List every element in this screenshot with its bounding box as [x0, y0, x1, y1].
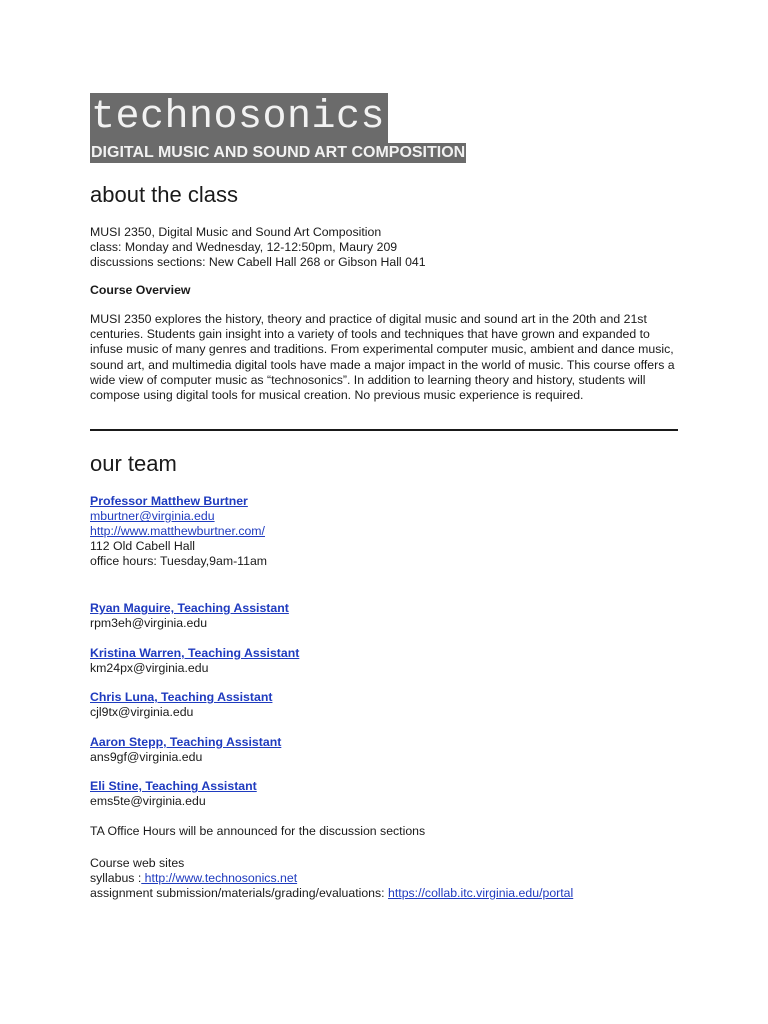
- class-info: [90, 225, 680, 270]
- ta-item: [90, 601, 680, 631]
- syllabus-label: syllabus :: [90, 870, 142, 885]
- team-heading: our team: [90, 451, 177, 477]
- course-sites: [90, 856, 680, 901]
- overview-body: MUSI 2350 explores the history, theory and practice of digital music and sound art in the 20th and 21st centuries. Students gain insight into a variety of tools and techniques that have grown and expanded to infuse music of many genres and traditions. From experimental computer music, ambient and dance music, sound art, and multimedia digital tools have made a major impact in the world of music. This course offers a wide view of computer music as “technosonics”. In addition to learning theory and history, students will compose using digital tools for musical creation. No previous music experience is required.: [90, 312, 675, 403]
- section-divider: [90, 429, 678, 431]
- professor-block: [90, 494, 680, 569]
- class-info-line: class: Monday and Wednesday, 12-12:50pm, Maury 209: [90, 240, 398, 254]
- overview-heading: Course Overview: [90, 283, 191, 297]
- title-block: [90, 93, 680, 163]
- ta-item: [90, 646, 680, 676]
- document-page: [90, 93, 680, 901]
- sites-heading: Course web sites: [90, 855, 185, 870]
- page-subtitle: DIGITAL MUSIC AND SOUND ART COMPOSITION: [91, 144, 466, 161]
- professor-website-link[interactable]: http://www.matthewburtner.com/: [90, 524, 265, 539]
- about-heading: about the class: [90, 182, 238, 207]
- assignment-label: assignment submission/materials/grading/evaluations:: [90, 885, 389, 900]
- ta-name-link[interactable]: Aaron Stepp, Teaching Assistant: [90, 734, 282, 749]
- ta-item: [90, 779, 680, 809]
- professor-office: 112 Old Cabell Hall: [90, 539, 196, 554]
- ta-email: ans9gf@virginia.edu: [90, 749, 203, 764]
- ta-name-link[interactable]: Kristina Warren, Teaching Assistant: [90, 645, 300, 660]
- class-info-line: MUSI 2350, Digital Music and Sound Art Composition: [90, 225, 382, 239]
- ta-name-link[interactable]: Chris Luna, Teaching Assistant: [90, 690, 273, 705]
- ta-office-hours-note: TA Office Hours will be announced for the discussion sections: [90, 823, 426, 838]
- page-title: technosonics: [90, 93, 388, 143]
- ta-item: [90, 690, 680, 720]
- syllabus-link[interactable]: http://www.technosonics.net: [141, 870, 298, 885]
- ta-item: [90, 735, 680, 765]
- professor-name-link[interactable]: Professor Matthew Burtner: [90, 494, 248, 509]
- ta-email: rpm3eh@virginia.edu: [90, 616, 208, 631]
- ta-email: km24px@virginia.edu: [90, 660, 209, 675]
- professor-hours: office hours: Tuesday,9am-11am: [90, 554, 268, 569]
- assignment-link[interactable]: https://collab.itc.virginia.edu/portal: [388, 885, 574, 900]
- ta-list: [90, 601, 680, 809]
- ta-name-link[interactable]: Ryan Maguire, Teaching Assistant: [90, 601, 289, 616]
- ta-name-link[interactable]: Eli Stine, Teaching Assistant: [90, 779, 257, 794]
- ta-email: cjl9tx@virginia.edu: [90, 705, 194, 720]
- class-info-line: discussions sections: New Cabell Hall 268 or Gibson Hall 041: [90, 255, 426, 269]
- professor-email-link[interactable]: mburtner@virginia.edu: [90, 509, 215, 524]
- ta-email: ems5te@virginia.edu: [90, 794, 206, 809]
